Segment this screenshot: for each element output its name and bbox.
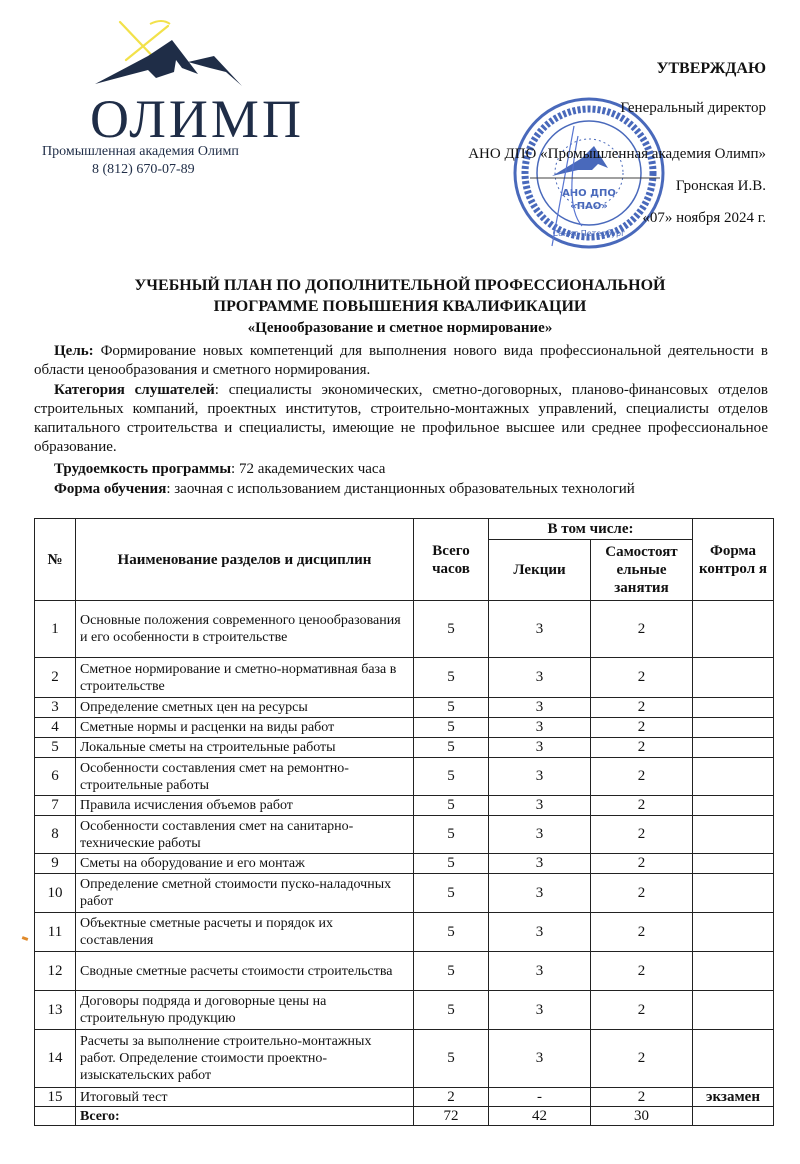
approval-position: Генеральный директор [620,100,766,116]
header-total: Всего часов [414,519,489,601]
header-including: В том числе: [489,519,693,540]
header-name: Наименование разделов и дисциплин [76,519,414,601]
svg-text:Санкт-Петербург: Санкт-Петербург [552,229,626,238]
logo-phone: 8 (812) 670-07-89 [92,162,195,177]
table-row: 4 Сметные нормы и расценки на виды работ 5 3 2 [35,718,774,738]
workload-label: Трудоемкость программы [54,461,232,477]
mountain-logo-icon [90,16,250,86]
table-row: 10 Определение сметной стоимости пуско-наладочных работ 5 3 2 [35,874,774,913]
table-row: 11 Объектные сметные расчеты и порядок их составления 5 3 2 [35,913,774,952]
approval-organization: АНО ДПО «Промышленная академия Олимп» [468,146,766,162]
approval-signatory: Гронская И.В. [675,178,766,194]
header-num: № [35,519,76,601]
table-row: 1 Основные положения современного ценообразования и его особенности в строительстве 5 3 2 [35,601,774,658]
form-label: Форма обучения [54,481,167,497]
table-row: 13 Договоры подряда и договорные цены на строительную продукцию 5 3 2 [35,991,774,1030]
table-row: 14 Расчеты за выполнение строительно-монтажных работ. Определение стоимости проектно-изыскательских работ 5 3 2 [35,1030,774,1088]
scan-artifact [22,936,29,941]
table-row: 7 Правила исчисления объемов работ 5 3 2 [35,796,774,816]
workload-text: : 72 академических часа [231,461,386,477]
document-title-line2: ПРОГРАММЕ ПОВЫШЕНИЯ КВАЛИФИКАЦИИ [213,298,587,315]
table-row: 12 Сводные сметные расчеты стоимости строительства 5 3 2 [35,952,774,991]
table-row: 3 Определение сметных цен на ресурсы 5 3 2 [35,698,774,718]
logo-wordmark: ОЛИМП [90,89,304,149]
audience-label: Категория слушателей [54,382,215,398]
approval-date: «07» ноября 2024 г. [642,210,766,226]
form-paragraph [34,480,768,499]
table-row: 6 Особенности составления смет на ремонтно-строительные работы 5 3 2 [35,758,774,796]
approval-heading: УТВЕРЖДАЮ [656,60,766,77]
workload-paragraph [34,460,768,479]
table-row: 9 Сметы на оборудование и его монтаж 5 3 2 [35,854,774,874]
header-self-study: Самостоят ельные занятия [591,540,693,601]
goal-paragraph [34,342,768,380]
form-text: : заочная с использованием дистанционных образовательных технологий [166,481,635,497]
goal-label: Цель: [54,343,94,359]
header-control: Форма контрол я [693,519,774,601]
table-row: 8 Особенности составления смет на санитарно-технические работы 5 3 2 [35,816,774,854]
audience-paragraph [34,381,768,457]
goal-text: Формирование новых компетенций для выполнения нового вида профессиональной деятельности в области ценообразования и сметного нормирования. [34,343,768,378]
svg-text:АНО ДПО: АНО ДПО [562,188,616,199]
program-name: «Ценообразование и сметное нормирование» [247,320,553,336]
table-row: 2 Сметное нормирование и сметно-нормативная база в строительстве 5 3 2 [35,658,774,698]
svg-text:«ПАО»: «ПАО» [570,201,608,212]
table-row: 15 Итоговый тест 2 - 2 экзамен [35,1088,774,1107]
document-title-line1: УЧЕБНЫЙ ПЛАН ПО ДОПОЛНИТЕЛЬНОЙ ПРОФЕССИОНАЛЬНОЙ [134,277,666,294]
logo-subtitle: Промышленная академия Олимп [42,144,239,159]
table-body [35,601,774,1126]
table-row: 5 Локальные сметы на строительные работы 5 3 2 [35,738,774,758]
total-row: Всего: 72 42 30 [35,1107,774,1126]
audience-text: : специалисты экономических, сметно-договорных, планово-финансовых отделов строительных компаний, проектных институтов, строительно-монтажных управлений, специалисты отделов капитального строительства и специалисты, имеющие не профильное высшее или среднее профессиональное образование. [34,382,769,455]
academy-logo [30,8,304,178]
header-lectures: Лекции [489,540,591,601]
curriculum-table [34,518,774,1126]
